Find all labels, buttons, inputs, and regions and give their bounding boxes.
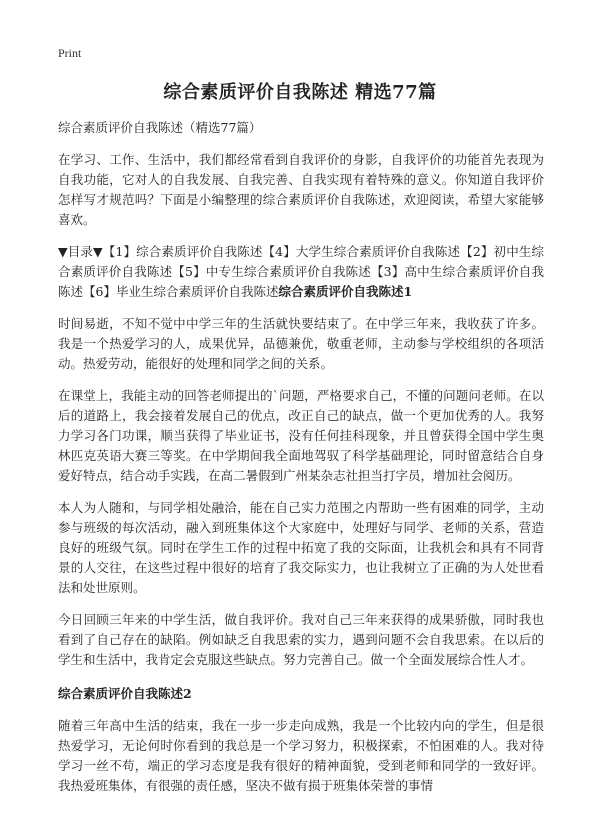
section-1-heading: 综合素质评价自我陈述1: [278, 284, 413, 299]
section-2-paragraph: 随着三年高中生活的结束，我在一步一步走向成熟，我是一个比较内向的学生，但是很热爱学习，无论何时你看到的我总是一个学习努力，积极探索，不怕困难的人。我对待学习一丝不苟，端正的学习态度是我有很好的精神面貌，受到老师和同学的一致好评。我热爱班集体，有很强的责任感，坚决不做有损于班集体荣誉的事情: [58, 718, 544, 793]
toc-link-6[interactable]: 【6】毕业生综合素质评价自我陈述: [83, 284, 279, 299]
table-of-contents: [58, 242, 544, 302]
page-title: 综合素质评价自我陈述 精选77篇: [163, 82, 437, 103]
article-body: [58, 118, 544, 808]
toc-link-3[interactable]: 【3】高中生综合素质评价自我陈述: [58, 264, 544, 299]
section-1-paragraph: 在课堂上，我能主动的回答老师提出的`问题，严格要求自己，不懂的问题问老师。在以后的道路上，我会接着发展自己的优点，改正自己的缺点，做一个更加优秀的人。我努力学习各门功课，顺当获得了毕业证书，没有任何挂科现象，并且曾获得全国中学生奥林匹克英语大赛三等奖。在中学期间我全面地驾驭了科学基础理论，同时留意结合自身爱好特点，结合动手实践，在高二暑假到广州某杂志社担当打字员，增加社会阅历。: [58, 388, 544, 483]
section-1-paragraph: 今日回顾三年来的中学生活，做自我评价。我对自己三年来获得的成果骄傲，同时我也看到了自己存在的缺陷。例如缺乏自我思索的实力，遇到问题不会自我思索。在以后的学生和生活中，我肯定会克服这些缺点。努力完善自己。做一个全面发展综合性人才。: [58, 612, 544, 667]
print-link[interactable]: Print: [58, 46, 82, 60]
toc-link-1[interactable]: 【1】综合素质评价自我陈述: [102, 244, 263, 259]
section-1-paragraph: 本人为人随和，与同学相处融洽，能在自己实力范围之内帮助一些有困难的同学，主动参与班级的每次活动，融入到班集体这个大家庭中，处理好与同学、老师的关系，营造良好的班级气氛。同时在学生工作的过程中拓宽了我的交际面，让我机会和具有不同背景的人交往，在这些过程中很好的培育了我交际实力，也让我树立了正确的为人处世看法和处世原则。: [58, 500, 544, 595]
toc-link-4[interactable]: 【4】大学生综合素质评价自我陈述: [262, 244, 461, 259]
section-2-heading: 综合素质评价自我陈述2: [58, 686, 192, 701]
article-subtitle: 综合素质评价自我陈述（精选77篇）: [58, 120, 262, 135]
intro-paragraph: 在学习、工作、生活中，我们都经常看到自我评价的身影，自我评价的功能首先表现为自我功能，它对人的自我发展、自我完善、自我实现有着特殊的意义。你知道自我评价怎样写才规范吗？下面是小编整理的综合素质评价自我陈述，欢迎阅读，希望大家能够喜欢。: [58, 152, 544, 227]
section-1-paragraph: 时间易逝，不知不觉中中学三年的生活就快要结束了。在中学三年来，我收获了许多。我是一个热爱学习的人，成果优异，品德兼优，敬重老师，主动参与学校组织的各项活动。热爱劳动，能很好的处理和同学之间的关系。: [58, 316, 544, 371]
toc-link-5[interactable]: 【5】中专生综合素质评价自我陈述: [172, 264, 371, 279]
toc-link-2[interactable]: 【2】初中生综合素质评价自我陈述: [58, 244, 544, 279]
toc-label: ▼目录▼: [58, 244, 103, 259]
